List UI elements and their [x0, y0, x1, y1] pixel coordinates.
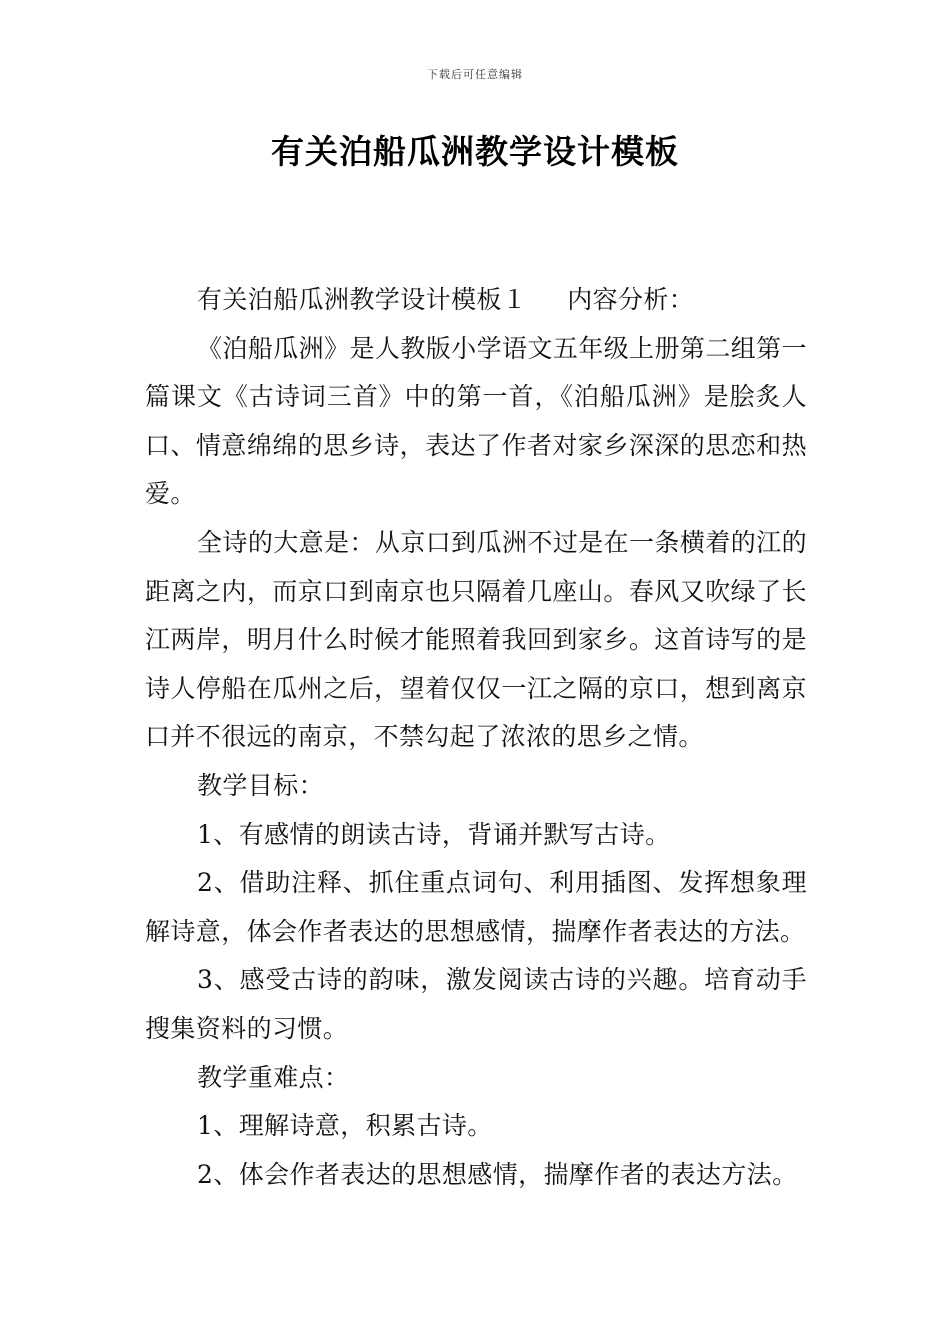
paragraph-content-analysis: 《泊船瓜洲》是人教版小学语文五年级上册第二组第一篇课文《古诗词三首》中的第一首，《泊船瓜洲》是脍炙人口、情意绵绵的思乡诗，表达了作者对家乡深深的思恋和热爱。: [145, 333, 807, 509]
difficulty-item-1: 1、理解诗意，积累古诗。: [197, 1111, 493, 1141]
goal-item-2: 2、借助注释、抓住重点词句、利用插图、发挥想象理解诗意，体会作者表达的思想感情，揣摩作者表达的方法。: [145, 868, 807, 946]
intro-heading: 有关泊船瓜洲教学设计模板１: [197, 285, 528, 314]
goal-item-1: 1、有感情的朗读古诗，背诵并默写古诗。: [197, 819, 671, 849]
heading-key-difficulties: 教学重难点：: [197, 1062, 350, 1092]
difficulty-item-2: 2、体会作者表达的思想感情，揣摩作者的表达方法。: [197, 1159, 798, 1189]
document-body: [145, 276, 807, 1199]
intro-line: [145, 276, 807, 325]
document-title: 有关泊船瓜洲教学设计模板: [271, 132, 679, 171]
goal-item-3: 3、感受古诗的韵味，激发阅读古诗的兴趣。培育动手搜集资料的习惯。: [145, 965, 807, 1043]
paragraph-poem-meaning: 全诗的大意是：从京口到瓜洲不过是在一条横着的江的距离之内，而京口到南京也只隔着几座山。春风又吹绿了长江两岸，明月什么时候才能照着我回到家乡。这首诗写的是诗人停船在瓜州之后，望着仅仅一江之隔的京口，想到离京口并不很远的南京，不禁勾起了浓浓的思乡之情。: [145, 527, 807, 752]
heading-teaching-goals: 教学目标：: [197, 770, 325, 800]
intro-label: 内容分析：: [567, 285, 695, 314]
header-note: 下载后可任意编辑: [427, 68, 523, 81]
